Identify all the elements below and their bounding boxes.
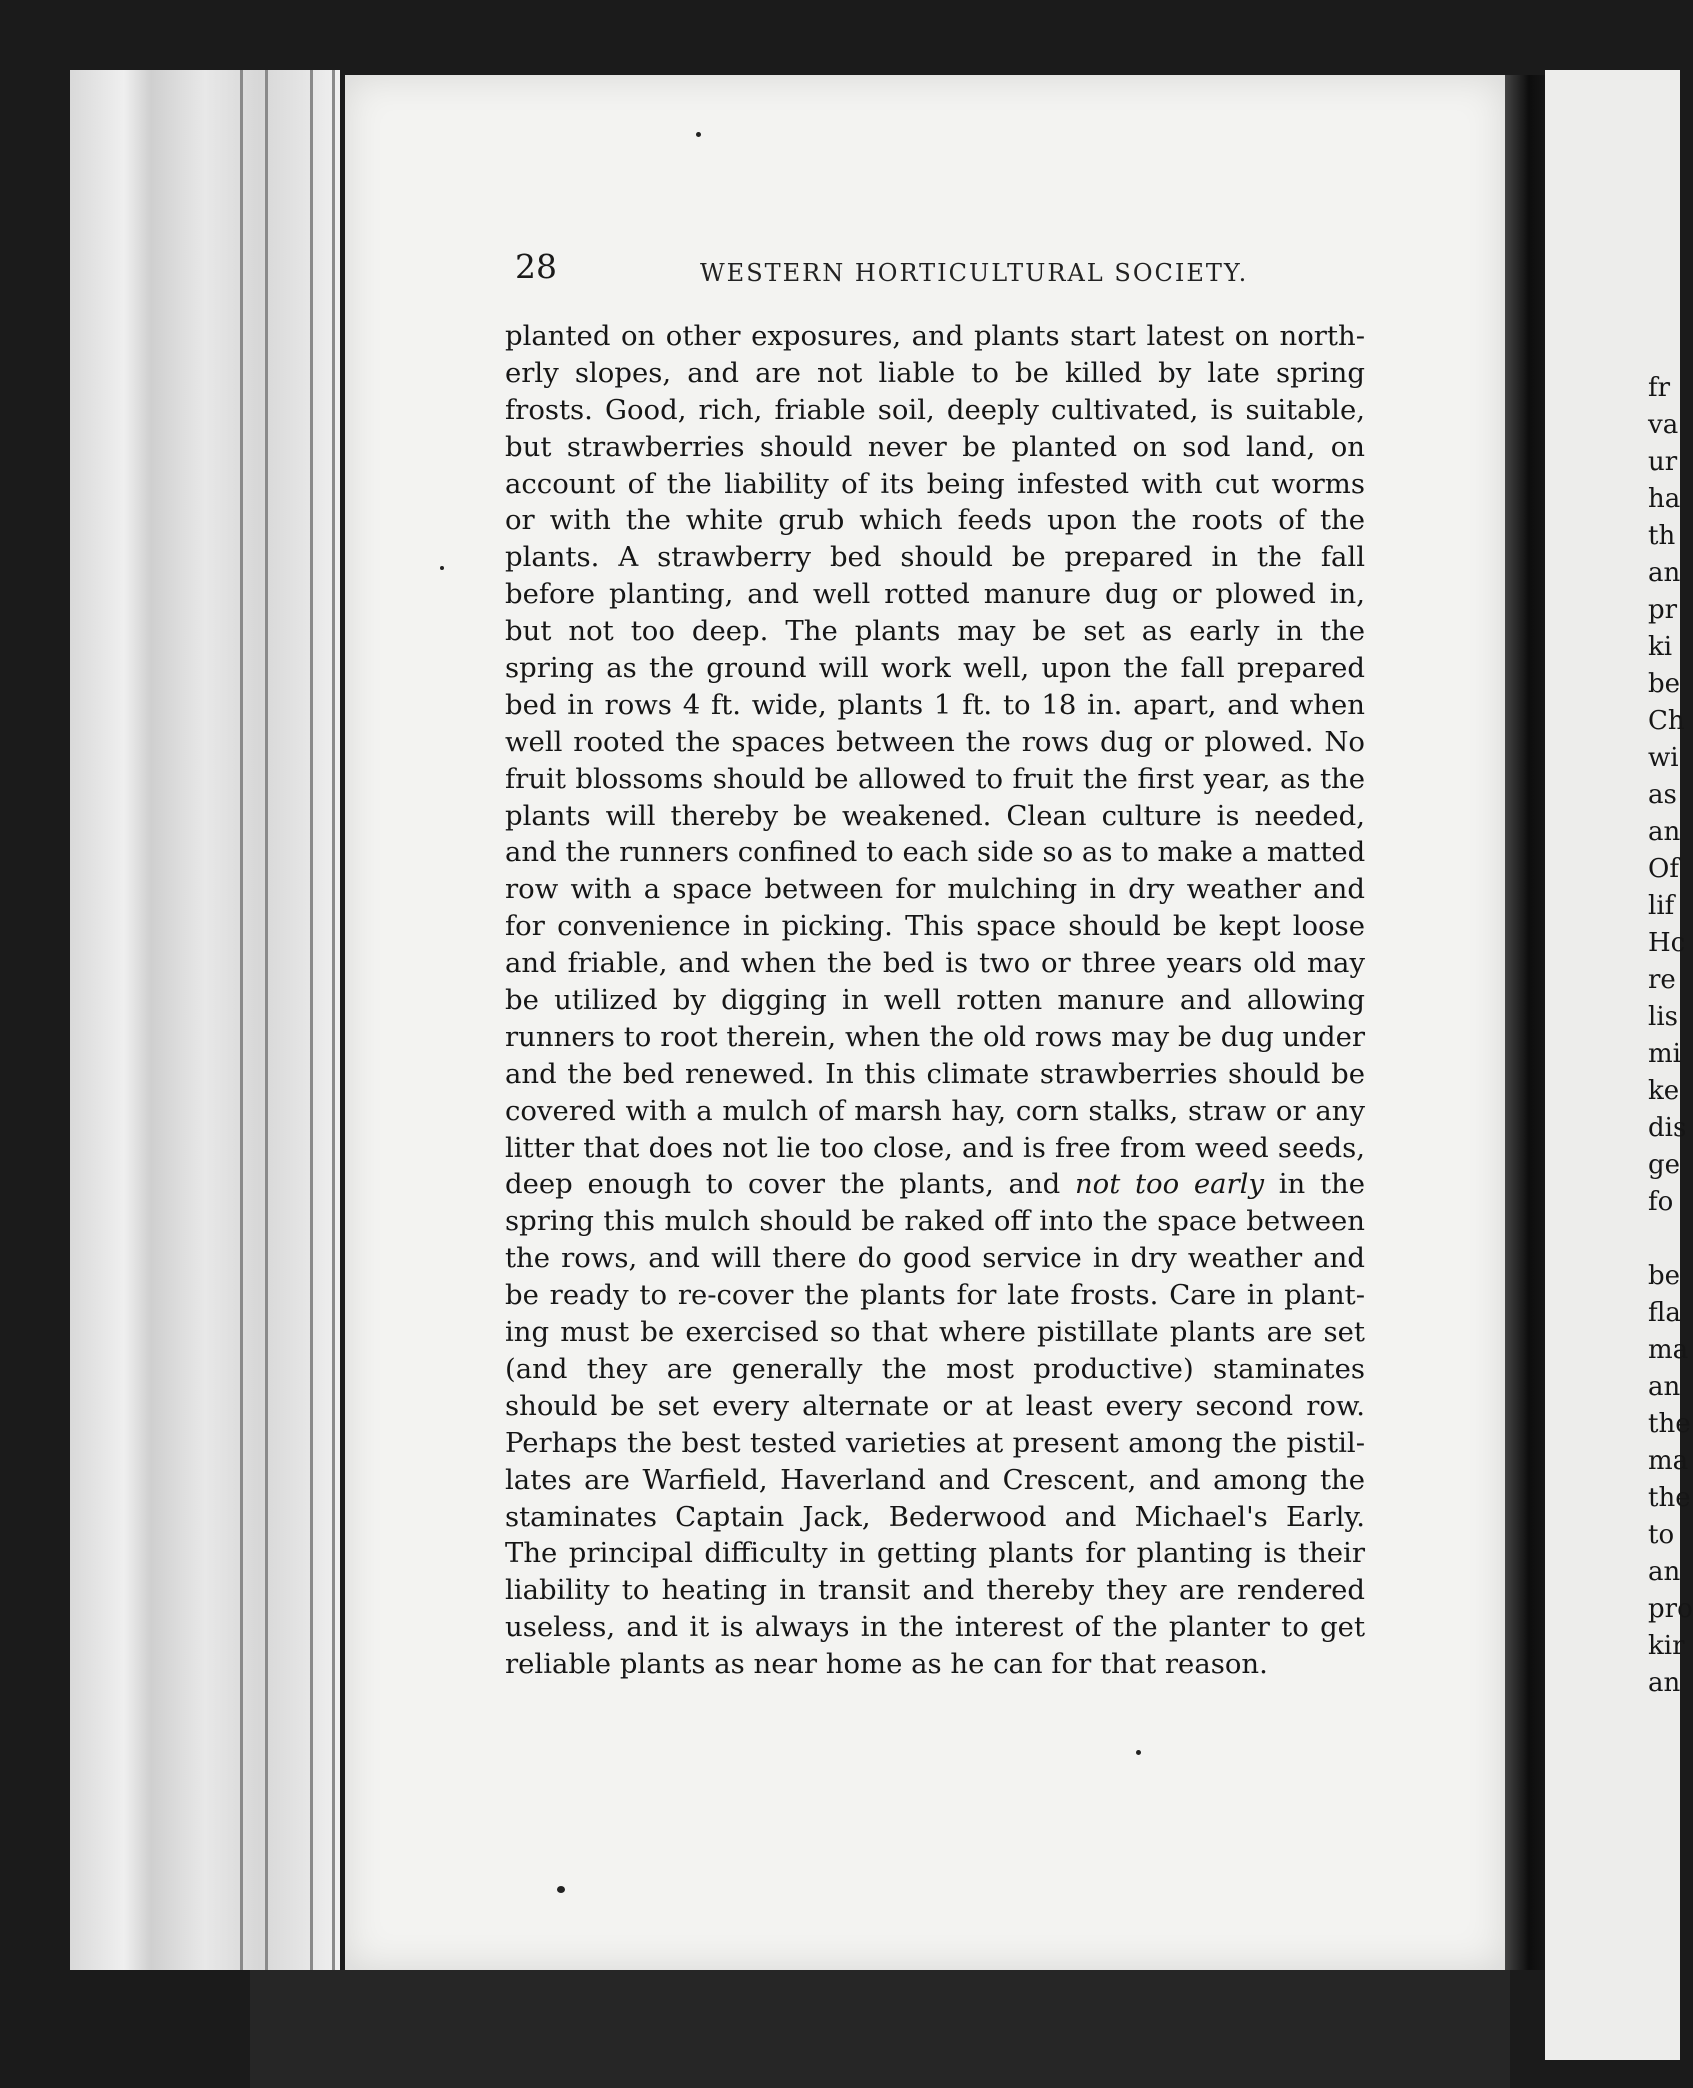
binding-shadow <box>250 1970 1510 2088</box>
fragment-line: be <box>1648 669 1681 699</box>
text-line: well rooted the spaces between the rows dug or plowed. No <box>505 725 1365 758</box>
fragment-line: lif <box>1648 891 1675 921</box>
fragment-line: re <box>1648 965 1676 995</box>
fragment-line: ke <box>1648 1076 1680 1106</box>
text-line: deep enough to cover the plants, and not too early in the <box>505 1168 1365 1201</box>
ink-speck <box>440 566 444 570</box>
fragment-line: an <box>1648 1557 1681 1587</box>
fragment-line: the <box>1648 1483 1691 1513</box>
fragment-line: th <box>1648 521 1676 551</box>
text-line: be ready to re-cover the plants for late frosts. Care in plant- <box>505 1279 1365 1312</box>
fragment-line: ma <box>1648 1335 1689 1365</box>
text-line: ing must be exercised so that where pistillate plants are set <box>505 1316 1365 1349</box>
text-line: erly slopes, and are not liable to be killed by late spring <box>505 356 1365 389</box>
fragment-line: Ch <box>1648 706 1685 736</box>
text-line: reliable plants as near home as he can for that reason. <box>505 1648 1268 1681</box>
fragment-line: pro <box>1648 1594 1693 1624</box>
fragment-line: fr <box>1648 373 1671 403</box>
stacked-page-edges <box>70 70 340 1970</box>
text-line: litter that does not lie too close, and is free from weed seeds, <box>505 1131 1365 1164</box>
fragment-line: lis <box>1648 1002 1678 1032</box>
text-line: spring this mulch should be raked off into the space between <box>505 1205 1365 1238</box>
text-line: be utilized by digging in well rotten manure and allowing <box>505 984 1365 1017</box>
fragment-line: to <box>1648 1520 1675 1550</box>
text-line: (and they are generally the most productive) staminates <box>505 1352 1365 1385</box>
ink-speck <box>696 132 701 137</box>
text-line: The principal difficulty in getting plants for planting is their <box>505 1537 1365 1570</box>
text-line: fruit blossoms should be allowed to fruit the first year, as the <box>505 762 1365 795</box>
fragment-line: kir <box>1648 1631 1685 1661</box>
fragment-line: fo <box>1648 1187 1674 1217</box>
italic-phrase: not too early <box>1074 1168 1265 1201</box>
fragment-line: as <box>1648 780 1677 810</box>
ink-speck <box>557 1886 565 1893</box>
text-line: and friable, and when the bed is two or three years old may <box>505 947 1365 980</box>
text-line: plants will thereby be weakened. Clean culture is needed, <box>505 799 1365 832</box>
page-header <box>515 247 1365 287</box>
facing-page-text-fragments <box>1648 370 1693 1702</box>
text-line: and the bed renewed. In this climate strawberries should be <box>505 1057 1365 1090</box>
text-line: row with a space between for mulching in dry weather and <box>505 873 1365 906</box>
page-number: 28 <box>515 247 557 286</box>
fragment-line: wi <box>1648 743 1679 773</box>
text-line: planted on other exposures, and plants start latest on north- <box>505 320 1365 352</box>
text-line: for convenience in picking. This space should be kept loose <box>505 910 1365 943</box>
fragment-line: Hc <box>1648 928 1686 958</box>
text-line: useless, and it is always in the interest of the planter to get <box>505 1611 1365 1644</box>
fragment-line: an <box>1648 817 1681 847</box>
text-line: spring as the ground will work well, upon the fall prepared <box>505 652 1365 685</box>
fragment-line: pr <box>1648 595 1678 625</box>
fragment-line: an <box>1648 1668 1681 1698</box>
text-line: runners to root therein, when the old rows may be dug under <box>505 1020 1365 1053</box>
fragment-line: an <box>1648 1372 1681 1402</box>
text-line: before planting, and well rotted manure dug or plowed in, <box>505 578 1365 611</box>
text-line: but strawberries should never be planted on sod land, on <box>505 430 1365 463</box>
fragment-line: fla <box>1648 1298 1681 1328</box>
fragment-line: ur <box>1648 447 1678 477</box>
paragraph-gap <box>1648 1221 1680 1258</box>
text-line: the rows, and will there do good service in dry weather and <box>505 1242 1365 1275</box>
fragment-line: mi <box>1648 1039 1681 1069</box>
text-line: or with the white grub which feeds upon the roots of the <box>505 504 1365 537</box>
fragment-line: Of <box>1648 854 1679 884</box>
text-line: and the runners confined to each side so as to make a matted <box>505 836 1366 869</box>
page-gutter <box>1505 75 1545 1970</box>
fragment-line: dis <box>1648 1113 1687 1143</box>
text-line: bed in rows 4 ft. wide, plants 1 ft. to 18 in. apart, and when <box>505 688 1365 721</box>
fragment-line: an <box>1648 558 1681 588</box>
text-line: plants. A strawberry bed should be prepared in the fall <box>505 541 1365 574</box>
text-line: should be set every alternate or at least every second row. <box>505 1389 1365 1422</box>
running-head: WESTERN HORTICULTURAL SOCIETY. <box>700 259 1249 287</box>
body-paragraph <box>505 318 1365 1683</box>
text-line: lates are Warfield, Haverland and Crescent, and among the <box>505 1463 1365 1496</box>
text-line: frosts. Good, rich, friable soil, deeply cultivated, is suitable, <box>505 393 1365 426</box>
fragment-line: ma <box>1648 1446 1689 1476</box>
fragment-line: ki <box>1648 632 1673 662</box>
fragment-line: ge <box>1648 1150 1681 1180</box>
fragment-line: be <box>1648 1261 1681 1291</box>
text-line: but not too deep. The plants may be set as early in the <box>505 615 1365 648</box>
fragment-line: ha <box>1648 484 1681 514</box>
text-line: liability to heating in transit and thereby they are rendered <box>505 1574 1365 1607</box>
text-line: account of the liability of its being infested with cut worms <box>505 467 1365 500</box>
fragment-line: va <box>1648 410 1679 440</box>
ink-speck <box>1136 1750 1141 1755</box>
text-line: covered with a mulch of marsh hay, corn stalks, straw or any <box>505 1094 1365 1127</box>
text-line: Perhaps the best tested varieties at present among the pistil- <box>505 1426 1365 1459</box>
fragment-line: the <box>1648 1409 1691 1439</box>
text-line: staminates Captain Jack, Bederwood and Michael's Early. <box>505 1500 1365 1533</box>
